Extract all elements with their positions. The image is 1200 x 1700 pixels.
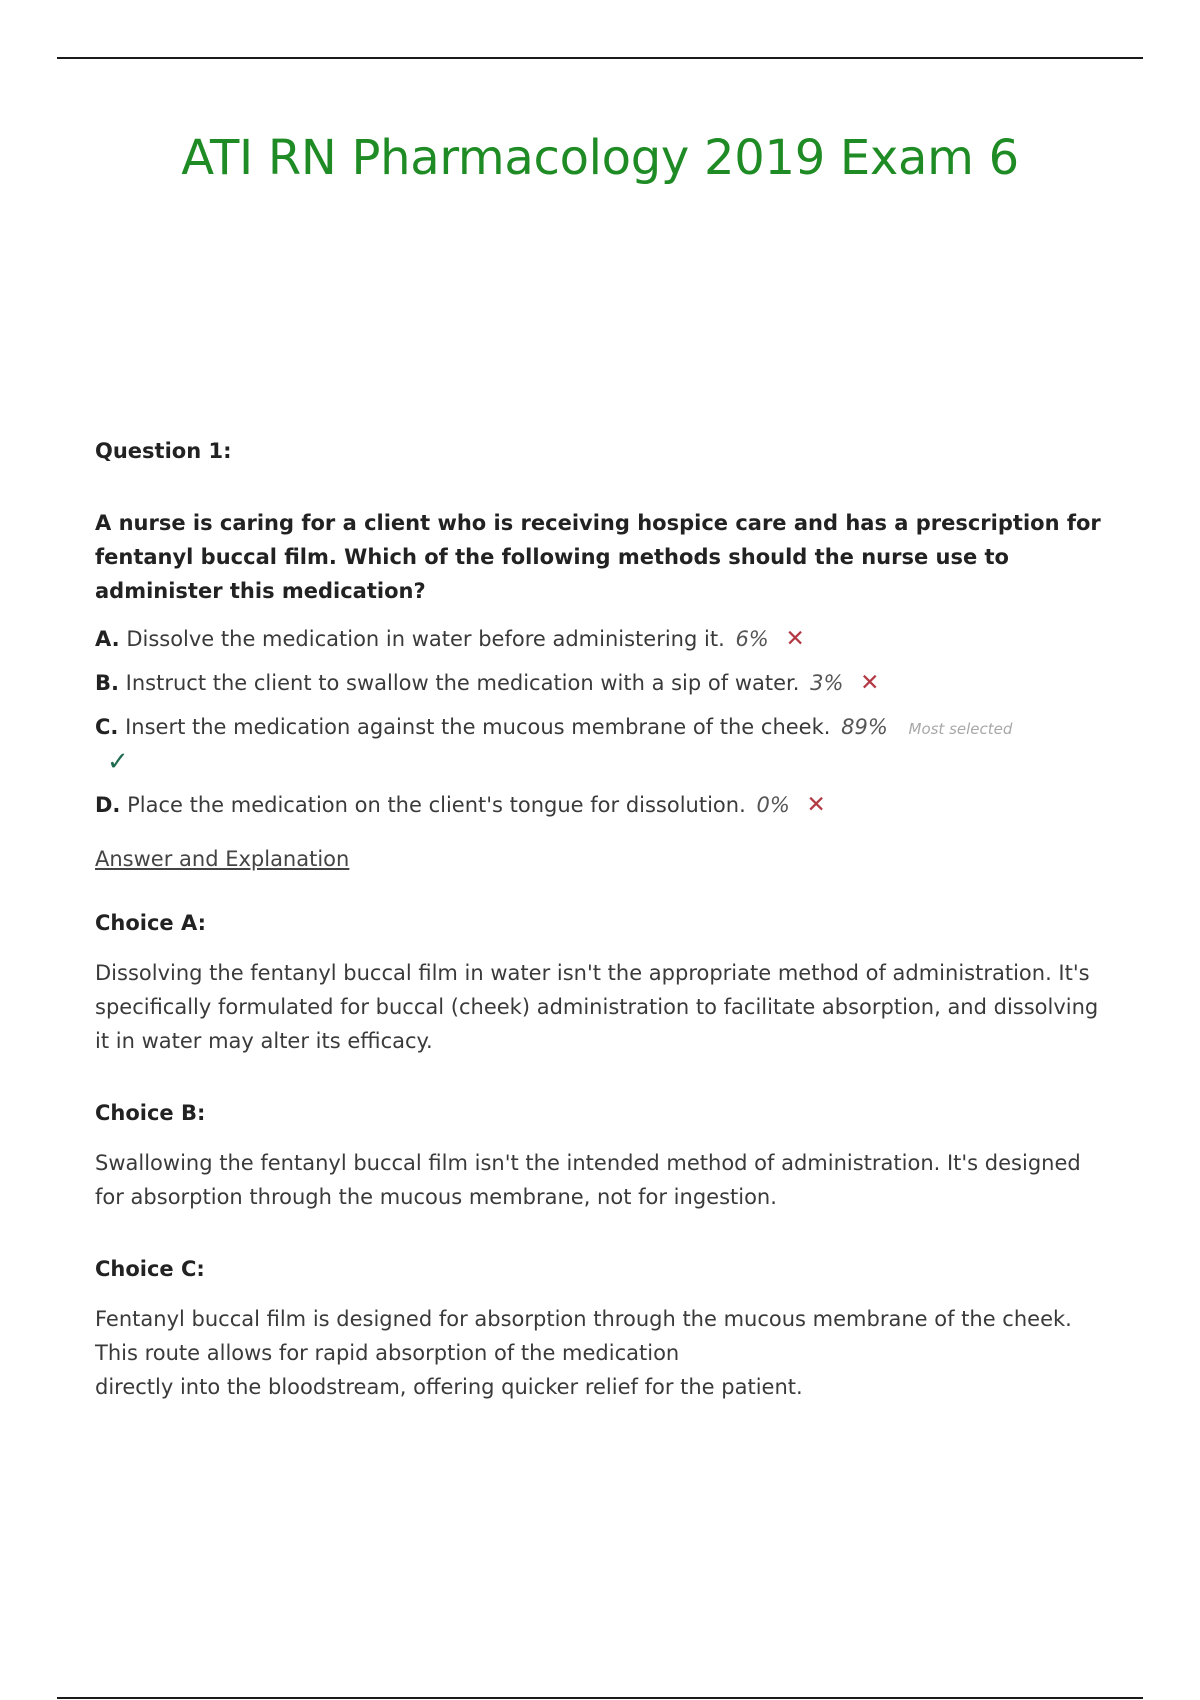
option-c[interactable] bbox=[95, 710, 1105, 778]
question-section bbox=[95, 436, 1105, 1404]
option-percent: 3% bbox=[810, 671, 844, 695]
option-d[interactable] bbox=[95, 788, 1105, 822]
option-text: Instruct the client to swallow the medication with a sip of water. bbox=[125, 671, 800, 695]
choice-b-explanation: Swallowing the fentanyl buccal film isn't the intended method of administration. It's designed for absorption through the mucous membrane, not for ingestion. bbox=[95, 1151, 1081, 1209]
answer-explanation-link[interactable]: Answer and Explanation bbox=[95, 847, 350, 871]
check-mark-icon: ✓ bbox=[107, 747, 129, 777]
choice-c-line-2: directly into the bloodstream, offering quicker relief for the patient. bbox=[95, 1375, 803, 1399]
page-title: ATI RN Pharmacology 2019 Exam 6 bbox=[181, 130, 1019, 186]
x-mark-icon: ✕ bbox=[806, 792, 826, 818]
option-a[interactable] bbox=[95, 622, 1105, 656]
choice-a-heading: Choice A: bbox=[95, 911, 207, 935]
choice-b-heading: Choice B: bbox=[95, 1101, 206, 1125]
option-text: Place the medication on the client's tongue for dissolution. bbox=[127, 793, 746, 817]
option-letter: C. bbox=[95, 715, 119, 739]
question-text: A nurse is caring for a client who is receiving hospice care and has a prescription for fentanyl buccal film. Which of the following methods should the nurse use to administer this medication? bbox=[95, 511, 1101, 603]
option-percent: 89% bbox=[841, 715, 888, 739]
option-letter: B. bbox=[95, 671, 119, 695]
most-selected-badge: Most selected bbox=[908, 720, 1013, 738]
bottom-divider bbox=[57, 1697, 1143, 1699]
x-mark-icon: ✕ bbox=[785, 626, 805, 652]
option-b[interactable] bbox=[95, 666, 1105, 700]
top-divider bbox=[57, 57, 1143, 59]
choice-a-explanation: Dissolving the fentanyl buccal film in water isn't the appropriate method of administration. It's specifically formulated for buccal (cheek) administration to facilitate absorption, and dissolving it in water may alter its efficacy. bbox=[95, 961, 1099, 1053]
option-percent: 0% bbox=[756, 793, 790, 817]
option-letter: A. bbox=[95, 627, 120, 651]
option-text: Dissolve the medication in water before administering it. bbox=[126, 627, 725, 651]
choice-c-line-1: Fentanyl buccal film is designed for absorption through the mucous membrane of the cheek. This route allows for rapid absorption of the medication bbox=[95, 1307, 1072, 1365]
question-label: Question 1: bbox=[95, 439, 232, 463]
x-mark-icon: ✕ bbox=[860, 670, 880, 696]
option-text: Insert the medication against the mucous membrane of the cheek. bbox=[125, 715, 831, 739]
choice-c-explanation bbox=[95, 1302, 1105, 1404]
choice-c-heading: Choice C: bbox=[95, 1257, 205, 1281]
option-letter: D. bbox=[95, 793, 121, 817]
option-percent: 6% bbox=[735, 627, 769, 651]
